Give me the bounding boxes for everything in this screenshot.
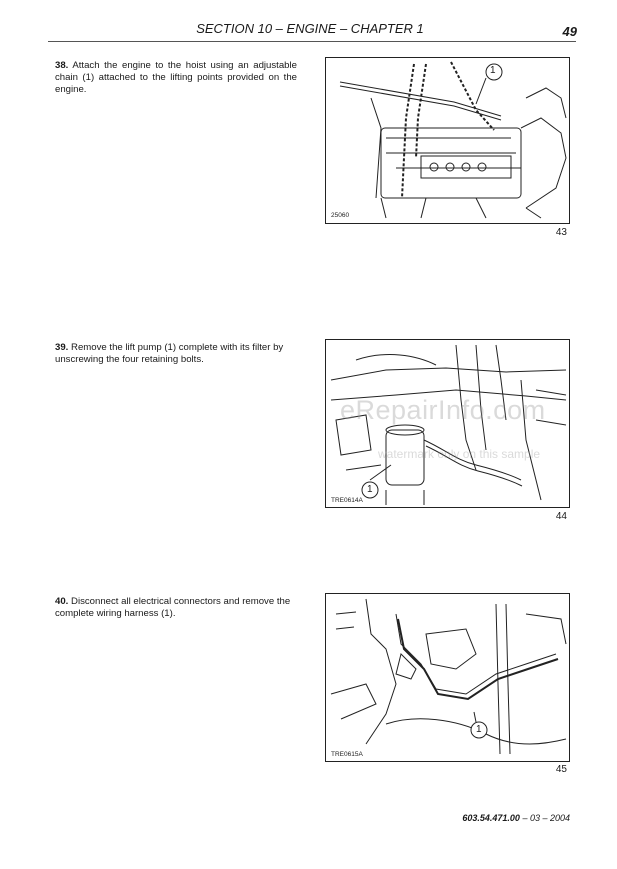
figure-hoist-chain	[325, 57, 570, 224]
step-text: Attach the engine to the hoist using an adjustable chain (1) attached to the lifting points provided on the engine.	[55, 60, 297, 95]
callout-1: 1	[476, 724, 482, 735]
watermark-logo: eRepairInfo.com	[340, 395, 546, 425]
step-text: Disconnect all electrical connectors and remove the complete wiring harness (1).	[55, 596, 291, 619]
figure-code: TRE0615A	[331, 751, 363, 758]
figure-code: TRE0614A	[331, 497, 363, 504]
figure-number: 44	[555, 511, 567, 522]
wiring-harness-illustration	[326, 594, 569, 761]
callout-1: 1	[490, 65, 496, 76]
callout-1: 1	[367, 484, 373, 495]
step-text: Remove the lift pump (1) complete with its filter by unscrewing the four retaining bolts.	[55, 342, 284, 365]
doc-date: 03 – 2004	[529, 813, 570, 823]
step-39	[55, 342, 297, 366]
figure-number: 45	[555, 764, 567, 775]
step-38	[55, 60, 297, 96]
watermark-note: watermark only on this sample	[378, 447, 541, 461]
step-number: 40.	[55, 596, 69, 607]
figure-wiring-harness	[325, 593, 570, 762]
page-number: 49	[562, 24, 577, 39]
engine-hoist-illustration	[326, 58, 569, 223]
figure-code: 25060	[331, 212, 350, 219]
step-40	[55, 596, 297, 620]
footer: 603.54.471.00 – 03 – 2004	[462, 813, 570, 823]
step-number: 38.	[55, 60, 69, 71]
figure-number: 43	[555, 227, 567, 238]
header-rule	[48, 41, 576, 42]
doc-code: 603.54.471.00	[462, 813, 520, 823]
section-title: SECTION 10 – ENGINE – CHAPTER 1	[196, 21, 424, 36]
step-number: 39.	[55, 342, 69, 353]
